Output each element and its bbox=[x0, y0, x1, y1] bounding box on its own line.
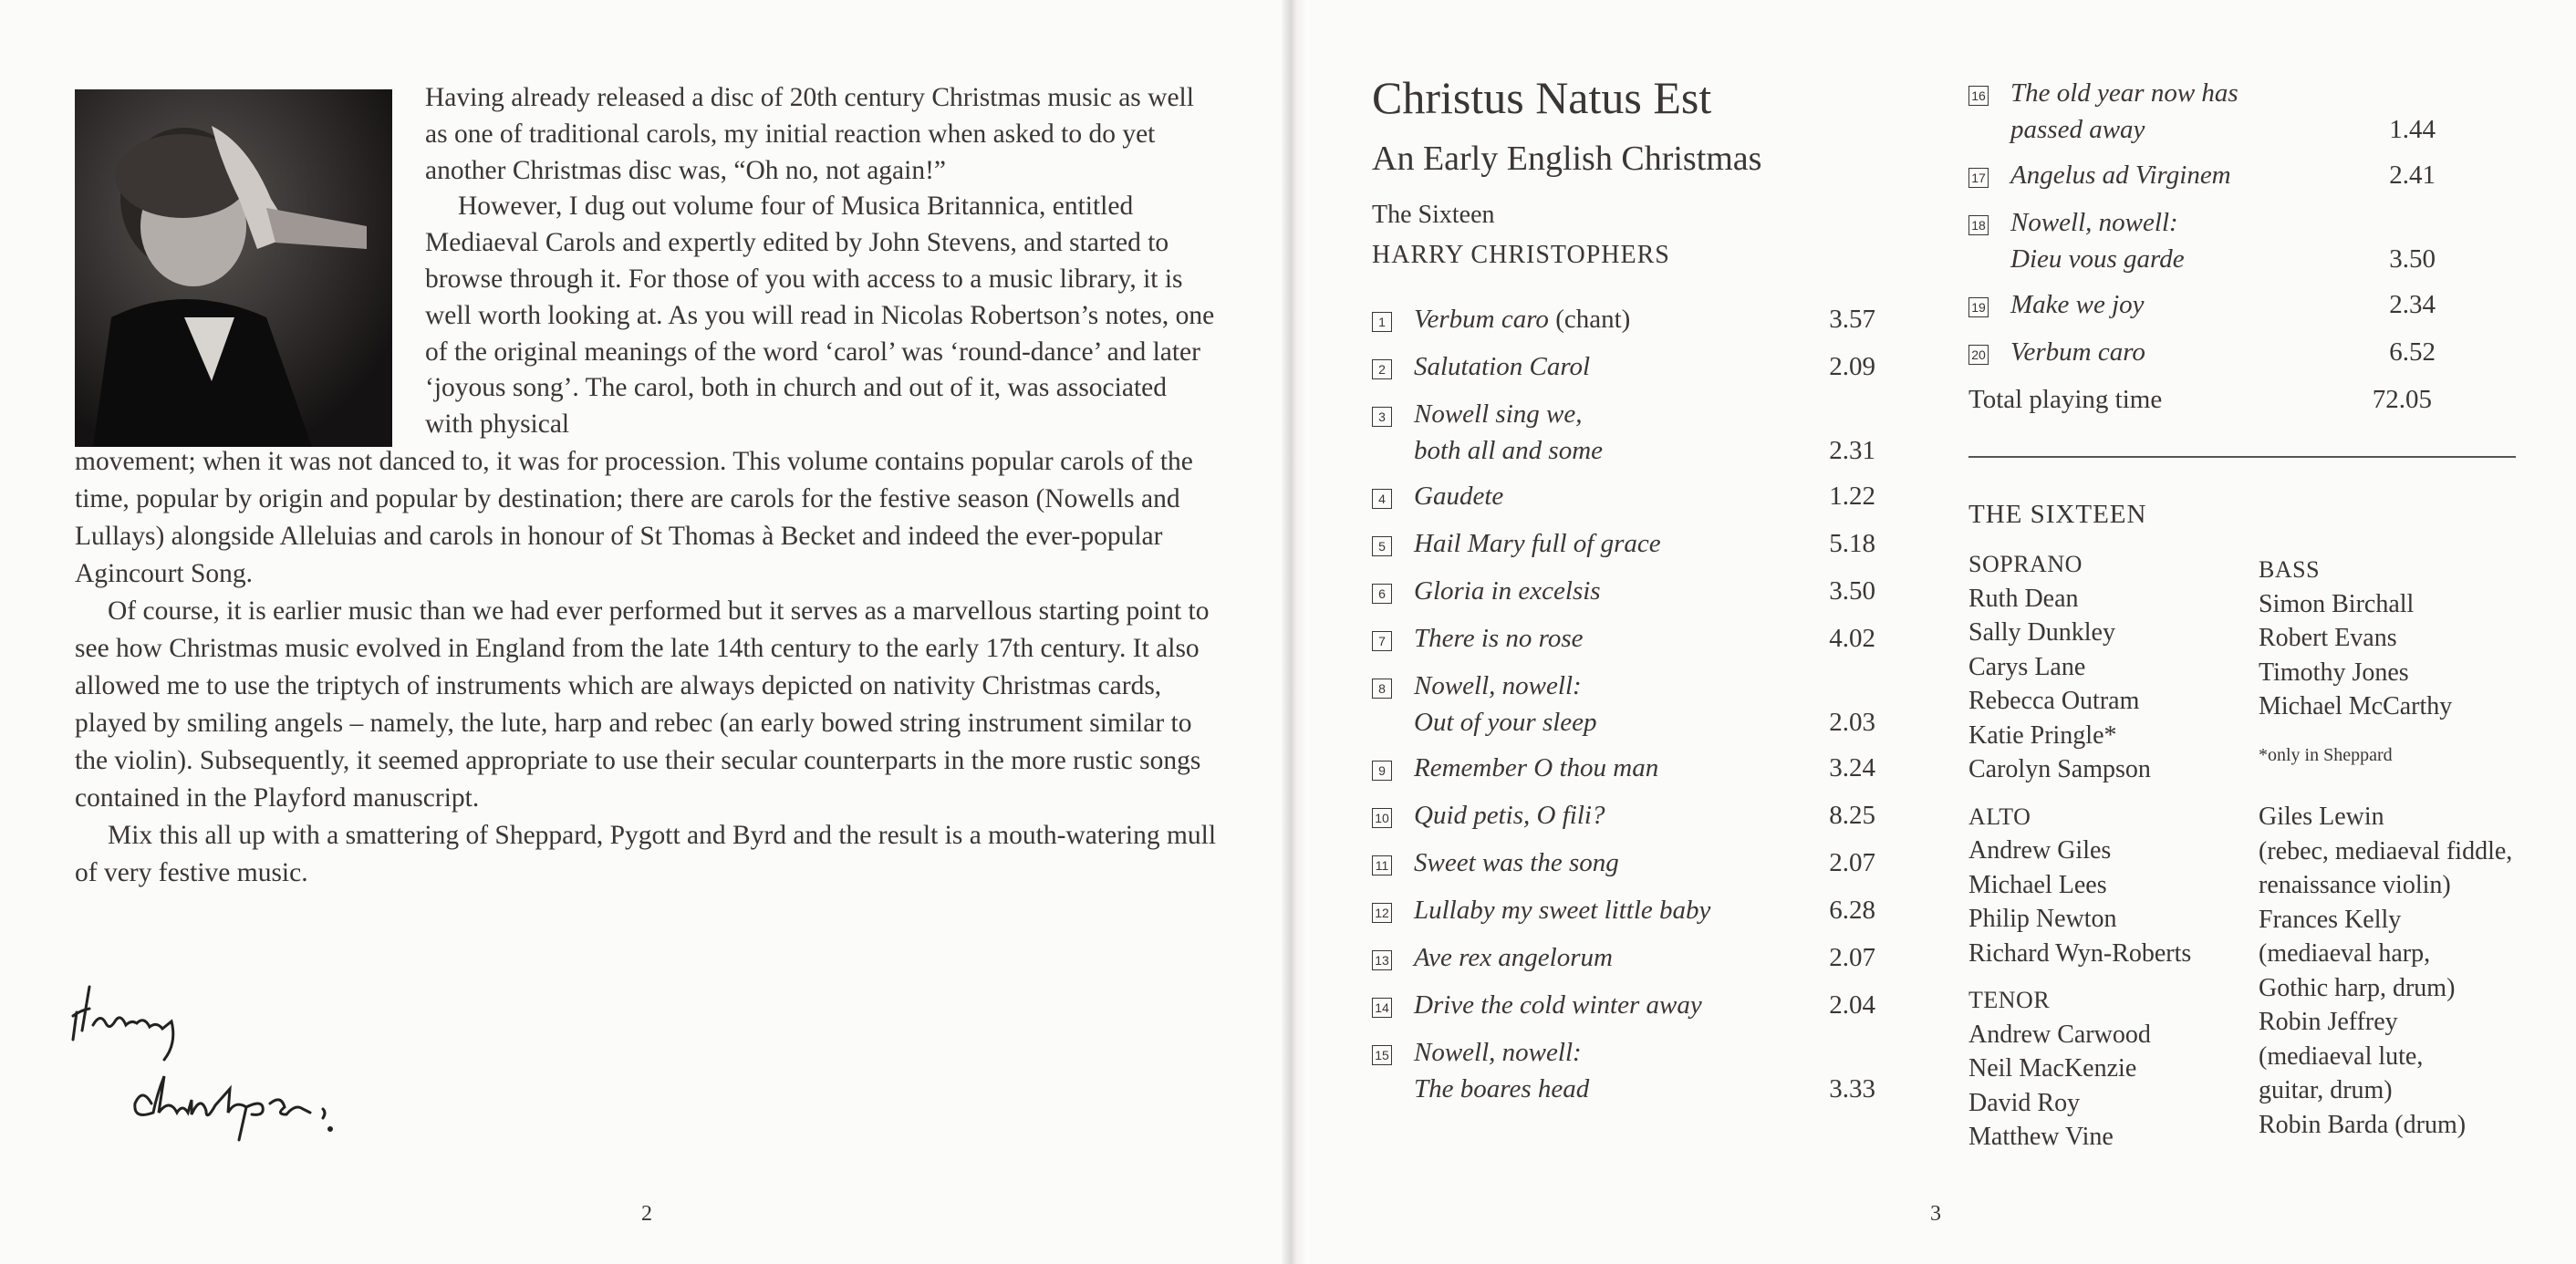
track-duration: 1.44 bbox=[2389, 115, 2436, 144]
soprano-member: Carys Lane bbox=[1968, 652, 2086, 681]
track-duration: 4.02 bbox=[1829, 624, 1875, 653]
instrumentalist-line: Robin Barda (drum) bbox=[2259, 1110, 2467, 1139]
alto-member: Andrew Giles bbox=[1968, 836, 2112, 865]
choir-heading: THE SIXTEEN bbox=[1968, 500, 2147, 529]
track-duration: 2.07 bbox=[1829, 848, 1875, 877]
ensemble-name: The Sixteen bbox=[1372, 201, 1495, 229]
instrumentalist-line: guitar, drum) bbox=[2259, 1076, 2393, 1104]
track-title: Nowell, nowell: Out of your sleep bbox=[1414, 671, 1597, 737]
track-title: The old year now has passed away bbox=[2010, 78, 2238, 144]
letter-paragraph-2-bottom: movement; when it was not danced to, it was for procession. This volume contains popular carols of the time, popular by origin and popular by destination; there are carols for the festive season (Nowells and Lullays) alongside Alleluias and carols in honour of St Thomas à Becket and indeed the ever-popular Agincourt Song. bbox=[75, 447, 1193, 588]
instrumentalist-line: Giles Lewin bbox=[2259, 803, 2384, 831]
soprano-member: Katie Pringle* bbox=[1968, 720, 2117, 750]
album-title: Christus Natus Est bbox=[1372, 72, 1712, 123]
handwritten-signature bbox=[69, 976, 443, 1158]
divider-rule bbox=[1968, 456, 2516, 458]
tenor-heading: TENOR bbox=[1968, 987, 2051, 1013]
conductor-photo bbox=[75, 89, 392, 447]
letter-paragraph-3: Of course, it is earlier music than we had ever performed but it serves as a marvellous starting point to see how Christmas music evolved in England from the late 14th century to the early 17th century. It also allowed me to use the triptych of instruments which are always depicted on nativity Christmas cards, played by smiling angels – namely, the lute, harp and rebec (an early bowed string instrument similar to the violin). Subsequently, it seemed appropriate to use their secular counterparts in the more rustic songs contained in the Playford manuscript. bbox=[75, 596, 1210, 813]
track-duration: 6.28 bbox=[1829, 896, 1875, 925]
tenor-member: Neil MacKenzie bbox=[1968, 1054, 2137, 1083]
track-number-box: 14 bbox=[1372, 998, 1392, 1018]
footnote: *only in Sheppard bbox=[2259, 744, 2393, 765]
page-number-right: 3 bbox=[1930, 1202, 1941, 1226]
bass-member: Michael McCarthy bbox=[2259, 692, 2453, 720]
alto-list bbox=[1968, 834, 2191, 970]
track-title: Angelus ad Virginem bbox=[2010, 161, 2231, 190]
bass-list bbox=[2259, 587, 2512, 724]
track-number-box: 13 bbox=[1372, 950, 1392, 970]
track-duration: 2.31 bbox=[1829, 436, 1875, 465]
track-duration: 8.25 bbox=[1829, 801, 1875, 830]
track-number-box: 6 bbox=[1372, 584, 1392, 604]
bass-member: Robert Evans bbox=[2259, 624, 2397, 652]
instrumentalist-line: Robin Jeffrey bbox=[2259, 1008, 2398, 1036]
track-number-box: 4 bbox=[1372, 489, 1392, 509]
track-title: Quid petis, O fili? bbox=[1414, 801, 1605, 830]
track-duration: 5.18 bbox=[1829, 529, 1875, 558]
track-duration: 3.50 bbox=[1829, 576, 1875, 606]
track-number-box: 10 bbox=[1372, 808, 1392, 828]
track-title: Salutation Carol bbox=[1414, 352, 1591, 381]
tenor-list bbox=[1968, 1018, 2191, 1155]
track-title: Nowell, nowell: Dieu vous garde bbox=[2010, 208, 2185, 274]
track-duration: 3.24 bbox=[1829, 753, 1875, 782]
soprano-member: Ruth Dean bbox=[1968, 584, 2079, 613]
track-number-box: 15 bbox=[1372, 1045, 1392, 1065]
conductor-photo-illustration bbox=[75, 89, 392, 447]
track-title: Lullaby my sweet little baby bbox=[1414, 896, 1711, 925]
track-title: Drive the cold winter away bbox=[1414, 990, 1702, 1020]
track-duration: 2.07 bbox=[1829, 943, 1875, 972]
bass-heading: BASS bbox=[2259, 556, 2321, 583]
track-title: Nowell sing we, both all and some bbox=[1414, 399, 1604, 465]
track-duration: 2.03 bbox=[1829, 708, 1875, 737]
alto-member: Michael Lees bbox=[1968, 870, 2107, 899]
track-duration: 2.04 bbox=[1829, 990, 1875, 1020]
page-number-left: 2 bbox=[641, 1202, 652, 1226]
track-title: Gaudete bbox=[1414, 482, 1504, 511]
album-subtitle: An Early English Christmas bbox=[1372, 140, 1762, 178]
track-title: There is no rose bbox=[1414, 624, 1584, 653]
track-title: Remember O thou man bbox=[1414, 753, 1659, 782]
track-duration: 3.50 bbox=[2389, 244, 2436, 274]
total-playing-time-label: Total playing time bbox=[1968, 385, 2163, 414]
track-title: Make we joy bbox=[2010, 290, 2145, 319]
members-column-right bbox=[2259, 553, 2512, 1142]
instrumentalist-line: (mediaeval harp, bbox=[2259, 939, 2431, 968]
track-title: Sweet was the song bbox=[1414, 848, 1619, 877]
bass-member: Simon Birchall bbox=[2259, 589, 2415, 618]
track-number-box: 7 bbox=[1372, 631, 1392, 651]
track-number-box: 8 bbox=[1372, 679, 1392, 699]
letter-bottom-text bbox=[75, 443, 1220, 892]
instrumentalist-list bbox=[2259, 800, 2512, 1142]
instrumentalist-line: Gothic harp, drum) bbox=[2259, 973, 2456, 1002]
soprano-list bbox=[1968, 582, 2191, 787]
alto-member: Philip Newton bbox=[1968, 905, 2117, 933]
track-number-box: 9 bbox=[1372, 761, 1392, 781]
tenor-member: Andrew Carwood bbox=[1968, 1020, 2151, 1049]
letter-top-text bbox=[425, 80, 1220, 443]
instrumentalist-line: (rebec, mediaeval fiddle, bbox=[2259, 836, 2513, 865]
track-title: Nowell, nowell: The boares head bbox=[1414, 1038, 1590, 1103]
track-duration: 2.41 bbox=[2389, 161, 2436, 190]
track-number-box: 2 bbox=[1372, 359, 1392, 379]
soprano-member: Rebecca Outram bbox=[1968, 687, 2140, 715]
track-number-box: 19 bbox=[1968, 297, 1989, 317]
instrumentalist-line: (mediaeval lute, bbox=[2259, 1041, 2424, 1071]
total-playing-time-value: 72.05 bbox=[2372, 385, 2432, 414]
track-duration: 3.33 bbox=[1829, 1074, 1875, 1103]
instrumentalist-line: renaissance violin) bbox=[2259, 871, 2451, 899]
letter-paragraph-1: Having already released a disc of 20th century Christmas music as well as one of traditional carols, my initial reaction when asked to do yet another Christmas disc was, “Oh no, not again!” bbox=[425, 83, 1194, 185]
alto-heading: ALTO bbox=[1968, 803, 2031, 830]
soprano-member: Sally Dunkley bbox=[1968, 618, 2115, 647]
track-duration: 2.09 bbox=[1829, 352, 1875, 381]
track-title: Verbum caro (chant) bbox=[1414, 305, 1631, 334]
alto-member: Richard Wyn-Roberts bbox=[1968, 938, 2192, 968]
track-number-box: 5 bbox=[1372, 536, 1392, 556]
track-number-box: 11 bbox=[1372, 855, 1392, 875]
track-number-box: 12 bbox=[1372, 903, 1392, 923]
track-title: Hail Mary full of grace bbox=[1414, 529, 1661, 558]
track-title: Ave rex angelorum bbox=[1414, 943, 1613, 972]
track-title: Verbum caro bbox=[2010, 337, 2145, 367]
track-duration: 3.57 bbox=[1829, 305, 1875, 334]
track-duration: 6.52 bbox=[2389, 337, 2436, 367]
instrumentalist-line: Frances Kelly bbox=[2259, 905, 2402, 934]
track-number-box: 16 bbox=[1968, 86, 1989, 106]
track-number-box: 1 bbox=[1372, 312, 1392, 332]
track-number-box: 20 bbox=[1968, 345, 1989, 365]
letter-paragraph-4: Mix this all up with a smattering of Sheppard, Pygott and Byrd and the result is a mouth-watering mull of very festive music. bbox=[75, 821, 1217, 887]
bass-member: Timothy Jones bbox=[2259, 658, 2409, 687]
track-duration: 2.34 bbox=[2389, 290, 2436, 319]
track-number-box: 17 bbox=[1968, 168, 1989, 188]
tenor-member: Matthew Vine bbox=[1968, 1123, 2114, 1151]
letter-paragraph-2-top: However, I dug out volume four of Musica Britannica, entitled Mediaeval Carols and expertly edited by John Stevens, and started to browse through it. For those of you with access to a music library, it is well worth looking at. As you will read in Nicolas Robertson’s notes, one of the original meanings of the word ‘carol’ was ‘round-dance’ and later ‘joyous song’. The carol, both in church and out of it, was associated with physical bbox=[425, 192, 1215, 440]
members-column-left bbox=[1968, 547, 2191, 1155]
track-number-box: 3 bbox=[1372, 407, 1392, 427]
booklet-spine bbox=[1282, 0, 1309, 1264]
track-duration: 1.22 bbox=[1829, 482, 1875, 511]
soprano-heading: SOPRANO bbox=[1968, 551, 2083, 577]
conductor-name: HARRY CHRISTOPHERS bbox=[1372, 241, 1670, 269]
track-number-box: 18 bbox=[1968, 215, 1989, 235]
tenor-member: David Roy bbox=[1968, 1088, 2081, 1117]
soprano-member: Carolyn Sampson bbox=[1968, 755, 2151, 783]
track-title: Gloria in excelsis bbox=[1414, 576, 1601, 606]
